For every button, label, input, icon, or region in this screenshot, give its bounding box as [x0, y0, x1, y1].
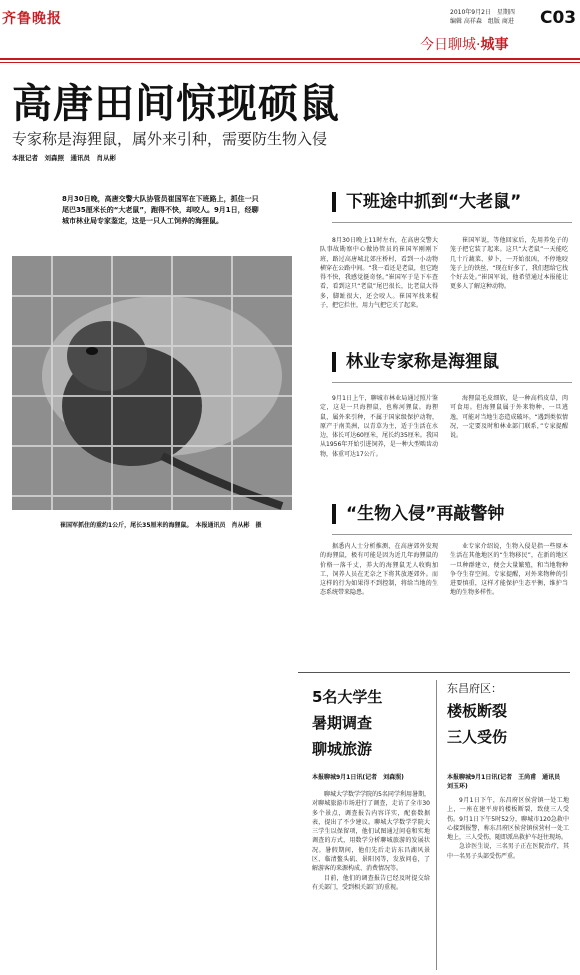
- photo-caption: 崔国军抓住的重约1公斤，尾长35厘米的海狸鼠。 本报通讯员 肖从彬 摄: [60, 522, 262, 529]
- article-byline: 本报记者 刘森照 通讯员 肖从彬: [12, 154, 116, 162]
- page-subhead: 专家称是海狸鼠，属外来引种，需要防生物入侵: [12, 130, 328, 148]
- editor-credits: 编辑 高祥森 组版 商进: [450, 18, 514, 25]
- masthead-rule: [0, 58, 580, 60]
- section-heading-2: 林业专家称是海狸鼠: [332, 352, 499, 372]
- box-2-title: 楼板断裂 三人受伤: [447, 702, 508, 746]
- box-2-district: 东昌府区：: [447, 682, 502, 695]
- section-2-col-2: 海狸鼠毛皮细软，是一种高档皮草，肉可食用。但海狸鼠属于外来物种，一旦逃逸，可能对当地生态造成破坏。“遇到类似情况，一定要及时和林业部门联系，”专家提醒说。: [450, 395, 568, 440]
- nutria-image: [12, 256, 292, 510]
- section-rule-1: [332, 222, 572, 223]
- section-prefix: 今日聊城·: [420, 37, 481, 53]
- section-3-col-2: 业专家介绍说，生物入侵是指一些原本生活在其他地区的“生物移民”，在新的地区一旦种群建立，便会大量繁殖，和当地物种争夺生存空间。专家提醒，对外来物种的引进要慎重，这样才能保护生态平衡，维护当地的生物多样性。: [450, 543, 568, 597]
- section-label: [420, 34, 508, 54]
- box-1-byline: 本报聊城9月1日讯(记者 刘森照): [312, 774, 404, 781]
- section-rule-2: [332, 382, 572, 383]
- newspaper-logo: 齐鲁晚报: [2, 11, 62, 27]
- date-editor-info: [450, 8, 532, 26]
- section-3-col-1: 据悉内人士分析推测，在高唐郊外发现的海狸鼠，极有可能是因为近几年海狸鼠的价格一落千丈，养大的海狸鼠无人收购加工，饲养人员在无奈之下将其放逐郊外。而这样的行为如果得不到控制，将给当地的生态系统带来隐患。: [320, 543, 438, 597]
- box-1-body: 聊城大学数学学院的5名同学利用暑期，对聊城旅游市场进行了调查，走访了全市30多个景点，调查报告内容详实，配套数据表，提出了不少建议。聊城大学数学学院大三学生以保留项，他们试图通过问卷和实地调查的方式，用数学分析聊城旅游的发展状况。暑假期间，他们先后走访东昌湖风景区、临清鳌头矶、景阳冈等，发放问卷，了解游客的来源构成、消费情况等。 目前，他们的调查报告已经及时提交给有关部门，受到相关部门的重视。: [312, 791, 430, 891]
- box-1-title: 5名大学生 暑期调查 聊城旅游: [312, 688, 383, 758]
- section-heading-3: “生物入侵”再敲警钟: [332, 504, 504, 524]
- masthead-rule-thin: [0, 62, 580, 63]
- issue-date: 2010年9月2日 星期四: [450, 9, 515, 16]
- page-headline: 高唐田间惊现硕鼠: [12, 81, 340, 127]
- article-lead: 8月30日晚，高唐交警大队协管员崔国军在下班路上，抓住一只尾巴35厘米长的“大老鼠”，跑得不快，却咬人。9月1日，经聊城市林业局专家鉴定，这是一只人工饲养的海狸鼠。: [62, 195, 259, 225]
- box-2-byline: 本报聊城9月1日讯(记者 王尚甫 通讯员 刘玉环): [447, 774, 567, 790]
- nutria-photo: [12, 256, 292, 510]
- section-1-col-2: 崔国军说，等他回家后，先用养兔子的笼子把它装了起来。这只“大老鼠”一天能吃几十斤蔬菜、萝卜，一开始很凶，不停地咬笼子上的铁丝，“现在好多了，我们想给它找个好去处。”崔国军说，他希望通过本报能让更多人了解这种动物。: [450, 237, 568, 291]
- box-2-body: 9月1日下午，东昌府区侯营镇一处工地上，一座在建平房的楼板断裂，致使三人受伤。9月1日下午5时52分，聊城市120急救中心接到报警，称东昌府区侯营镇侯营村一处工地上，三人受伤，随即派出救护车赶往现场。 急诊医生说，三名男子正在医院治疗，其中一名男子头部受伤严重。: [447, 797, 569, 860]
- section-rule-3: [332, 534, 572, 535]
- section-1-col-1: 8月30日晚上11时左右，在高唐交警大队事故勘察中心做协管员的崔国军刚刚下班，路过高唐城北郊庄桥村，看到一小动物横穿在公路中间。“我一看还是老鼠，但它跑得不快，我感觉挺奇怪。”崔国军于是下车查看，看到这只“老鼠”尾巴很长，比老鼠大得多，脚趾很大，还会咬人。崔国军找来棍子，把它拦住，用力气把它关了起来。: [320, 237, 438, 310]
- page-number: C03: [540, 8, 577, 28]
- section-heading-1: 下班途中抓到“大老鼠”: [332, 192, 521, 212]
- bottom-divider: [298, 672, 570, 673]
- column-divider: [436, 680, 437, 970]
- section-name: 城事: [480, 37, 509, 53]
- section-2-col-1: 9月1日上午，聊城市林业局通过照片鉴定，这是一只海狸鼠，也称河狸鼠。海狸鼠，属外来引种，不属于国家级保护动物，原产于南美洲，以青草为主，适于生活在水边，体长可达60厘米，尾长约35厘米。我国从1956年开始引进饲养，是一种大型啮齿动物，体重可达17公斤。: [320, 395, 438, 458]
